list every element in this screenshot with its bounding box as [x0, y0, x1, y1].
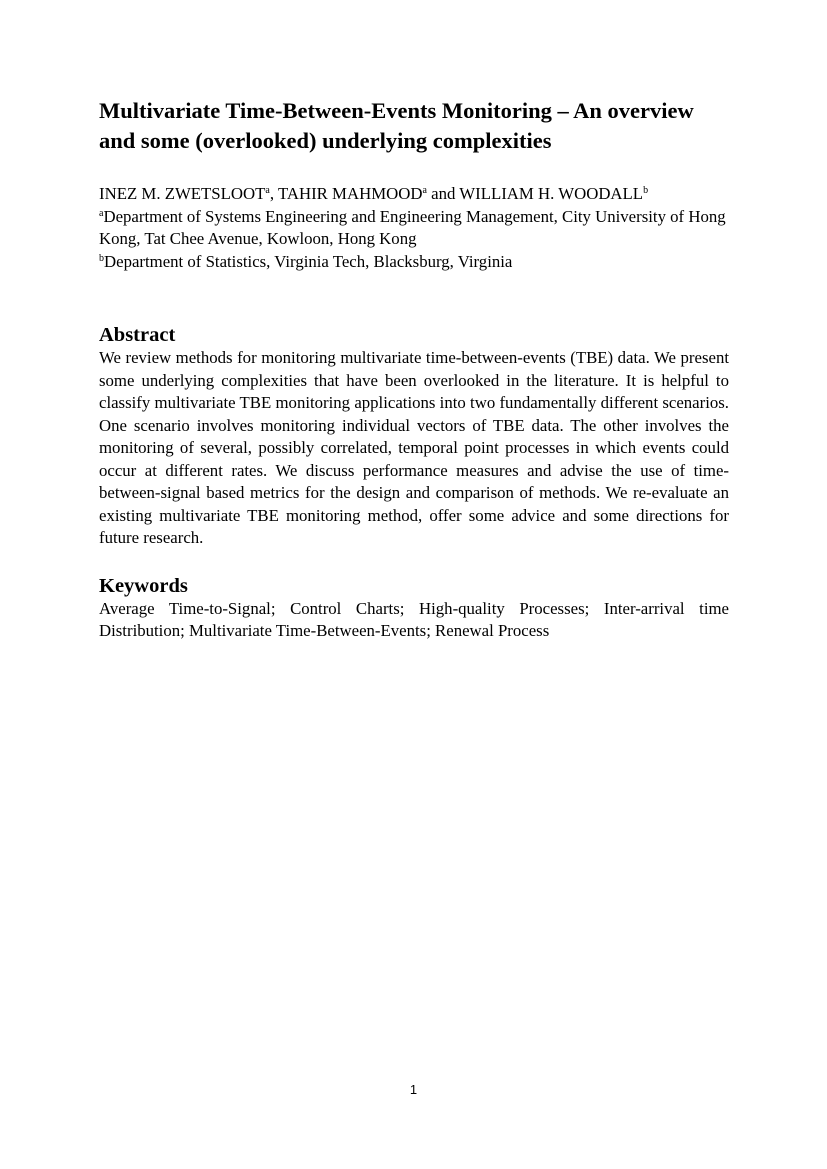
abstract-heading: Abstract — [99, 324, 176, 346]
affiliation-text: Department of Statistics, Virginia Tech, Blacksburg, Virginia — [104, 251, 513, 271]
abstract-text: We review methods for monitoring multivariate time-between-events (TBE) data. We present some underlying complexities that have been overlooked in the literature. It is helpful to classify multivariate TBE monitoring applications into two fundamentally different scenarios. One scenario involves monitoring individual vectors of TBE data. The other involves the monitoring of several, possibly correlated, temporal point processes in which events could occur at different rates. We discuss performance measures and advise the use of time-between-signal based metrics for the design and comparison of methods. We re-evaluate an existing multivariate TBE monitoring method, offer some advice and some directions for future research. — [99, 348, 729, 547]
page-number: 1 — [409, 1082, 418, 1097]
affiliation-mark: b — [99, 252, 104, 264]
paper-title: Multivariate Time-Between-Events Monitoring – An overview and some (overlooked) underlying complexities — [99, 98, 694, 153]
author-name: WILLIAM H. WOODALL — [459, 184, 644, 203]
affiliation-text: Department of Systems Engineering and Engineering Management, City University of Hong Kong, Tat Chee Avenue, Kowloon, Hong Kong — [99, 206, 726, 248]
author-name: INEZ M. ZWETSLOOT — [99, 184, 266, 203]
author-separator: , — [269, 184, 278, 203]
paper-page — [99, 96, 729, 643]
keywords-text: Average Time-to-Signal; Control Charts; High-quality Processes; Inter-arrival time Distribution; Multivariate Time-Between-Events; Renewal Process — [99, 598, 729, 640]
author-separator: and — [426, 184, 460, 203]
author-affiliation-mark: b — [643, 185, 649, 196]
affiliation — [99, 251, 729, 274]
keywords-heading: Keywords — [99, 574, 188, 597]
affiliation-mark: a — [99, 207, 104, 219]
author-affiliation-mark: a — [422, 185, 427, 196]
author-list — [99, 183, 729, 206]
author-affiliation-mark: a — [265, 185, 270, 196]
author-name: TAHIR MAHMOOD — [277, 184, 423, 203]
affiliation — [99, 206, 729, 251]
